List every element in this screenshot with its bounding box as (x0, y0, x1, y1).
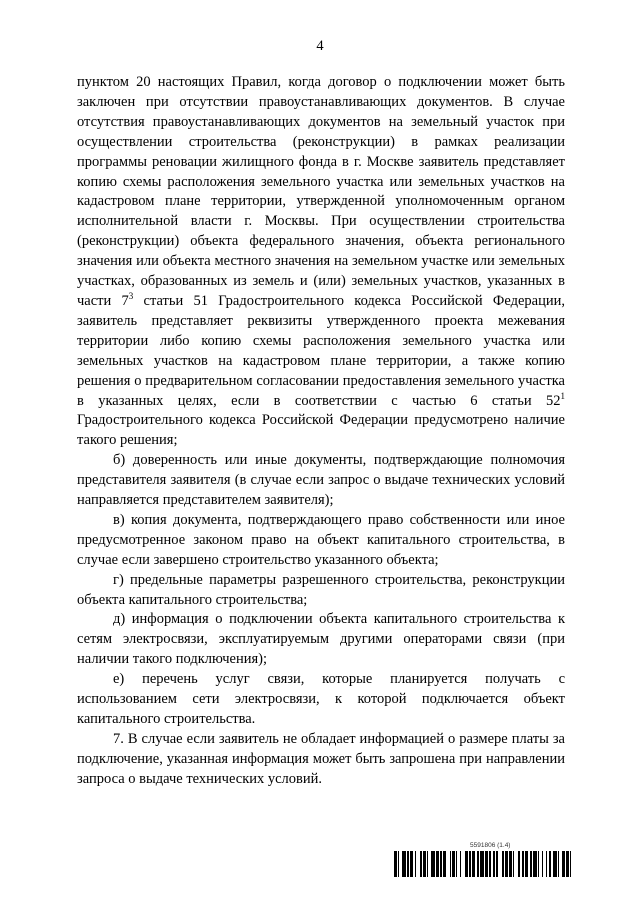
list-item-e: е) перечень услуг связи, которые планируется получать с использованием сети электросвязи, к которой подключается объект капитального строительства. (77, 671, 565, 727)
barcode-caption: 5591806 (1.4) (470, 842, 511, 849)
barcode-bar (571, 851, 575, 877)
paragraph-continuation (77, 73, 565, 451)
barcode-image (394, 851, 576, 877)
numbered-clause-7: 7. В случае если заявитель не обладает информацией о размере платы за подключение, указанная информация может быть запрошена при направлении запроса о выдаче технических условий. (77, 730, 565, 787)
superscript-index: 1 (560, 390, 565, 401)
document-body (77, 73, 565, 790)
list-item-b: б) доверенность или иные документы, подтверждающие полномочия представителя заявителя (в случае если запрос о выдаче технических условий направляется представителем заявителя); (77, 452, 565, 509)
list-item-v: в) копия документа, подтверждающего право собственности или иное предусмотренное законом право на объект капитального строительства, в случае если завершено строительство указанного объекта; (77, 511, 565, 568)
paragraph-text: пунктом 20 настоящих Правил, когда договор о подключении может быть заключен при отсутствии правоустанавливающих документов. В случае отсутствия правоустанавливающих документов на земельный участок при осуществлении строительства (реконструкции) в рамках реализации программы реновации жилищного фонда в г. Москве заявитель представляет копию схемы расположения земельного участка или земельных участков на кадастровом плане территории, утвержденной уполномоченным органом исполнительной власти г. Москвы. При осуществлении строительства (реконструкции) объекта федерального значения, объекта регионального значения или объекта местного значения на земельном участке или земельных участках, образованных из земель и (или) земельных участков, указанных в части 7 (77, 74, 565, 309)
list-item-d: д) информация о подключении объекта капитального строительства к сетям электросвязи, эксплуатируемым другими операторами связи (при наличии такого подключения); (77, 611, 565, 668)
page-number: 4 (316, 38, 324, 54)
list-item-g: г) предельные параметры разрешенного строительства, реконструкции объекта капитального строительства; (77, 571, 565, 608)
paragraph-text: статьи 51 Градостроительного кодекса Российской Федерации, заявитель представляет реквизиты утвержденного проекта межевания территории либо копию схемы расположения земельного участка или земельных участков на кадастровом плане территории, а также копию решения о предварительном согласовании предоставления земельного участка в указанных целях, если в соответствии с частью 6 статьи 52 (77, 292, 566, 409)
paragraph-text: Градостроительного кодекса Российской Федерации предусмотрено наличие такого решения; (77, 412, 565, 449)
superscript-index: 3 (128, 290, 134, 301)
barcode-block (394, 842, 576, 878)
